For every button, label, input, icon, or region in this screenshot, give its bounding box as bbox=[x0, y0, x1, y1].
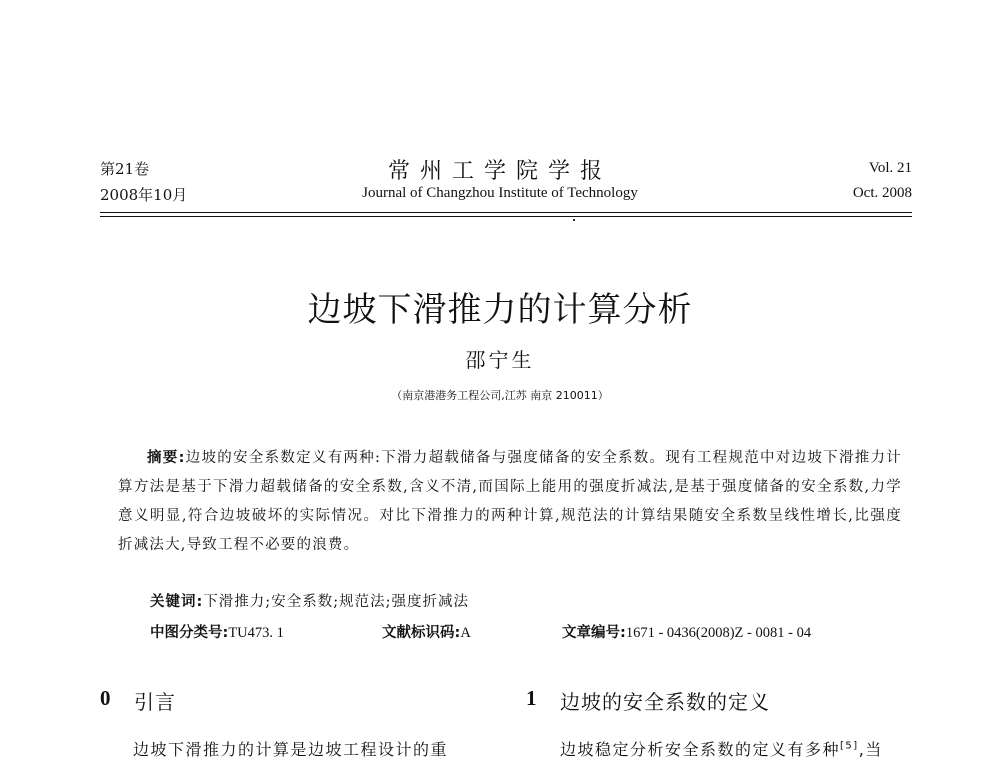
date-en: Oct. 2008 bbox=[852, 185, 912, 201]
journal-name-cn: 常州工学院学报 bbox=[387, 159, 612, 184]
reference-5: [5] bbox=[840, 740, 859, 752]
article-title: 边坡下滑推力的计算分析 bbox=[307, 290, 693, 330]
volume-en: Vol. 21 bbox=[868, 160, 912, 176]
section-0-number: 0 bbox=[100, 686, 111, 710]
volume-cn: 第21卷 bbox=[100, 160, 150, 178]
keywords bbox=[150, 590, 469, 611]
section-1-number: 1 bbox=[526, 686, 537, 710]
section-1-first-line: 边坡稳定分析安全系数的定义有多种[5],当 bbox=[560, 740, 883, 759]
journal-name-en: Journal of Changzhou Institute of Technology bbox=[362, 185, 638, 201]
author-affiliation: （南京港港务工程公司,江苏 南京 210011） bbox=[391, 389, 609, 402]
abstract bbox=[118, 444, 902, 560]
date-cn: 2008年10月 bbox=[100, 186, 188, 204]
header-rule-top bbox=[100, 212, 912, 213]
article-author: 邵宁生 bbox=[465, 348, 535, 372]
header-rule-bottom bbox=[100, 216, 912, 217]
section-1-title: 边坡的安全系数的定义 bbox=[560, 690, 770, 714]
section-0-first-line: 边坡下滑推力的计算是边坡工程设计的重 bbox=[133, 740, 449, 759]
abstract-text: 边坡的安全系数定义有两种:下滑力超载储备与强度储备的安全系数。现有工程规范中对边坡下滑推力计算方法是基于下滑力超载储备的安全系数,含义不清,而国际上能用的强度折减法,是基于强度储备的安全系数,力学意义明显,符合边坡破坏的实际情况。对比下滑推力的两种计算,规范法的计算结果随安全系数呈线性增长,比强度折减法大,导致工程不必要的浪费。 bbox=[118, 450, 902, 553]
keywords-label: 关键词: bbox=[150, 594, 204, 610]
document-code: 文献标识码:A bbox=[382, 625, 471, 641]
clc-code: 中图分类号:TU473. 1 bbox=[150, 625, 284, 641]
section-0-title: 引言 bbox=[134, 690, 176, 714]
keywords-text: 下滑推力;安全系数;规范法;强度折减法 bbox=[203, 594, 469, 610]
abstract-label: 摘要: bbox=[147, 450, 186, 466]
scan-dot bbox=[573, 219, 575, 221]
article-number: 文章编号:1671 - 0436(2008)Z - 0081 - 04 bbox=[562, 625, 812, 641]
